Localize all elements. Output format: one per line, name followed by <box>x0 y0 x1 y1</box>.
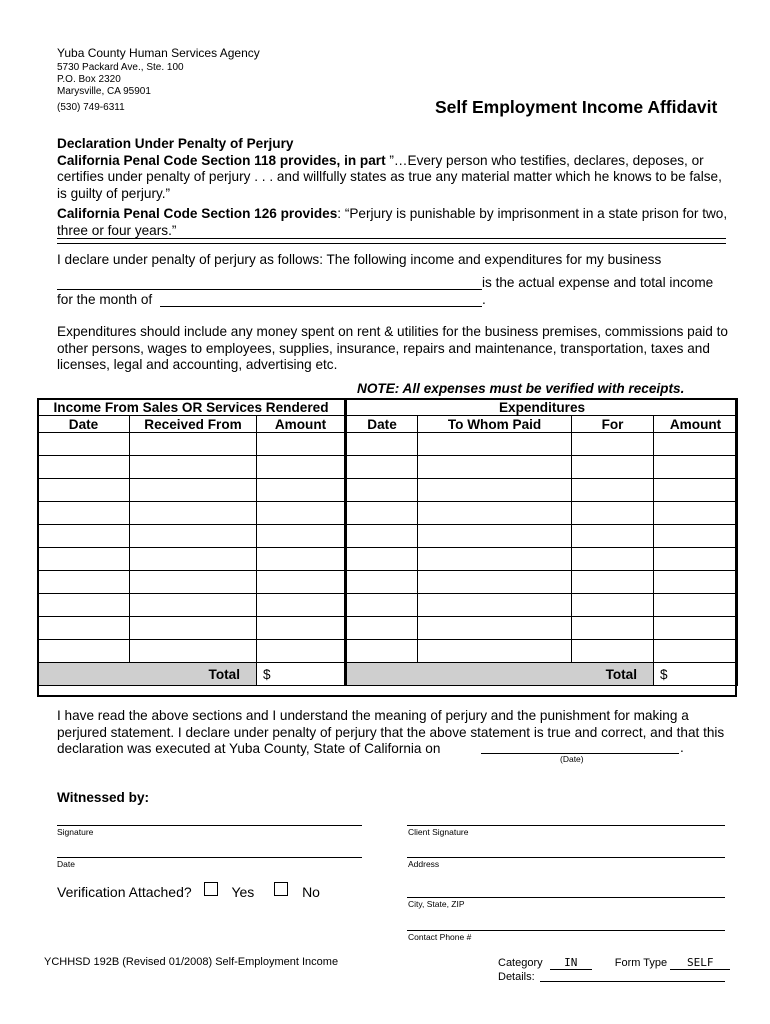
table-cell[interactable] <box>654 433 738 456</box>
expenditure-total-value[interactable]: $ <box>654 663 738 686</box>
penal-code-118-label: California Penal Code Section 118 provides, in part <box>57 152 386 168</box>
table-cell[interactable] <box>418 548 572 571</box>
address-label: Address <box>408 859 440 869</box>
table-cell[interactable] <box>38 433 130 456</box>
verification-row <box>57 882 320 900</box>
verification-no-checkbox[interactable] <box>274 882 288 896</box>
statement-line-3-end: . <box>482 292 486 307</box>
column-header: Date <box>346 416 418 433</box>
column-header: For <box>572 416 654 433</box>
table-cell[interactable] <box>130 456 257 479</box>
statement-line-3-prefix: for the month of <box>57 292 153 307</box>
table-cell[interactable] <box>572 594 654 617</box>
table-cell[interactable] <box>654 502 738 525</box>
table-cell[interactable] <box>572 502 654 525</box>
form-type-value[interactable]: SELF <box>670 956 730 970</box>
column-header: Amount <box>257 416 346 433</box>
income-total-label: Total <box>38 663 257 686</box>
details-field[interactable] <box>540 970 725 982</box>
table-cell[interactable] <box>346 548 418 571</box>
details-row <box>498 970 725 983</box>
table-cell[interactable] <box>418 525 572 548</box>
table-cell[interactable] <box>38 594 130 617</box>
table-cell[interactable] <box>346 617 418 640</box>
table-cell[interactable] <box>418 617 572 640</box>
table-cell[interactable] <box>130 594 257 617</box>
table-cell[interactable] <box>130 433 257 456</box>
table-cell[interactable] <box>38 456 130 479</box>
verification-yes-label: Yes <box>231 884 255 900</box>
details-label: Details: <box>498 971 535 983</box>
verification-yes-checkbox[interactable] <box>204 882 218 896</box>
table-row <box>38 456 738 479</box>
address-line[interactable] <box>407 857 725 858</box>
table-row <box>38 433 738 456</box>
table-cell[interactable] <box>257 548 346 571</box>
table-cell[interactable] <box>130 548 257 571</box>
table-cell[interactable] <box>38 479 130 502</box>
certification-end: . <box>680 740 684 755</box>
table-cell[interactable] <box>257 617 346 640</box>
table-cell[interactable] <box>38 525 130 548</box>
table-cell[interactable] <box>346 433 418 456</box>
table-cell[interactable] <box>257 571 346 594</box>
table-row <box>38 617 738 640</box>
table-cell[interactable] <box>654 594 738 617</box>
month-field-line[interactable] <box>160 306 482 307</box>
income-expenditure-table <box>37 398 738 686</box>
table-cell[interactable] <box>130 502 257 525</box>
certification-statement <box>57 708 729 758</box>
expenditures-header: Expenditures <box>346 399 738 416</box>
contact-phone-label: Contact Phone # <box>408 932 472 942</box>
table-cell[interactable] <box>654 571 738 594</box>
section-divider <box>57 238 726 244</box>
table-row <box>38 548 738 571</box>
witness-signature-line[interactable] <box>57 825 362 826</box>
table-cell[interactable] <box>654 456 738 479</box>
table-row <box>38 502 738 525</box>
table-cell[interactable] <box>257 433 346 456</box>
table-cell[interactable] <box>418 479 572 502</box>
table-cell[interactable] <box>572 433 654 456</box>
table-cell[interactable] <box>130 525 257 548</box>
form-type-label: Form Type <box>614 957 668 969</box>
column-header: Date <box>38 416 130 433</box>
table-row <box>38 594 738 617</box>
table-row <box>38 525 738 548</box>
receipts-note: NOTE: All expenses must be verified with receipts. <box>357 381 685 396</box>
table-cell[interactable] <box>572 548 654 571</box>
table-cell[interactable] <box>572 479 654 502</box>
table-cell[interactable] <box>418 456 572 479</box>
table-cell[interactable] <box>346 525 418 548</box>
statement-line-2: is the actual expense and total income <box>482 275 714 290</box>
table-cell[interactable] <box>257 525 346 548</box>
table-cell[interactable] <box>130 617 257 640</box>
client-signature-line[interactable] <box>407 825 725 826</box>
witness-date-line[interactable] <box>57 857 362 858</box>
table-cell[interactable] <box>418 433 572 456</box>
table-cell[interactable] <box>572 525 654 548</box>
table-cell[interactable] <box>654 548 738 571</box>
city-state-zip-line[interactable] <box>407 897 725 898</box>
table-cell[interactable] <box>346 640 418 663</box>
table-cell[interactable] <box>257 456 346 479</box>
table-cell[interactable] <box>38 571 130 594</box>
witness-signature-label: Signature <box>57 827 94 837</box>
penal-code-126-label: California Penal Code Section 126 provides <box>57 206 338 221</box>
table-cell[interactable] <box>418 594 572 617</box>
table-cell[interactable] <box>572 456 654 479</box>
city-state-zip-label: City, State, ZIP <box>408 899 465 909</box>
table-row <box>38 479 738 502</box>
total-row <box>38 663 738 686</box>
table-cell[interactable] <box>38 548 130 571</box>
table-cell[interactable] <box>257 502 346 525</box>
column-header: Amount <box>654 416 738 433</box>
column-header: Received From <box>130 416 257 433</box>
table-cell[interactable] <box>130 640 257 663</box>
table-cell[interactable] <box>418 502 572 525</box>
column-header: To Whom Paid <box>418 416 572 433</box>
agency-address-line-3: Marysville, CA 95901 <box>57 86 151 97</box>
table-cell[interactable] <box>257 640 346 663</box>
client-signature-label: Client Signature <box>408 827 469 837</box>
witnessed-heading: Witnessed by: <box>57 790 150 805</box>
agency-address-line-2: P.O. Box 2320 <box>57 74 121 85</box>
business-name-line[interactable] <box>57 289 482 290</box>
witness-date-label: Date <box>57 859 75 869</box>
table-cell[interactable] <box>346 479 418 502</box>
page-title: Self Employment Income Affidavit <box>435 97 718 117</box>
table-cell[interactable] <box>418 571 572 594</box>
verification-label: Verification Attached? <box>57 884 192 900</box>
form-id: YCHHSD 192B (Revised 01/2008) Self-Employment Income <box>44 956 339 968</box>
certification-text: I have read the above sections and I understand the meaning of perjury and the punishment for making a perjured statement. I declare under penalty of perjury that the above statement is true and correct, and that this declaration was executed at Yuba County, State of California on <box>57 708 725 756</box>
table-cell[interactable] <box>346 594 418 617</box>
statement-line-1: I declare under penalty of perjury as follows: The following income and expenditures for my business <box>57 252 662 267</box>
table-cell[interactable] <box>38 502 130 525</box>
table-cell[interactable] <box>654 479 738 502</box>
table-cell[interactable] <box>257 479 346 502</box>
table-cell[interactable] <box>654 525 738 548</box>
category-label: Category <box>498 957 543 969</box>
table-cell[interactable] <box>38 617 130 640</box>
table-cell[interactable] <box>257 594 346 617</box>
table-cell[interactable] <box>346 502 418 525</box>
expenditure-total-label: Total <box>346 663 654 686</box>
income-header: Income From Sales OR Services Rendered <box>38 399 346 416</box>
table-cell[interactable] <box>418 640 572 663</box>
verification-no-label: No <box>302 884 320 900</box>
penal-code-118 <box>57 153 729 203</box>
penal-code-126-text: : “Perjury is punishable by imprisonment in a state prison for two, three or four years.” <box>57 206 728 238</box>
agency-phone: (530) 749-6311 <box>57 102 125 113</box>
table-cell[interactable] <box>346 571 418 594</box>
category-row <box>498 956 730 970</box>
table-cell[interactable] <box>130 571 257 594</box>
table-cell[interactable] <box>346 456 418 479</box>
agency-address-line-1: 5730 Packard Ave., Ste. 100 <box>57 62 184 73</box>
table-row <box>38 640 738 663</box>
table-cell[interactable] <box>572 640 654 663</box>
table-cell[interactable] <box>572 617 654 640</box>
table-cell[interactable] <box>38 640 130 663</box>
penal-code-126 <box>57 206 729 239</box>
date-caption: (Date) <box>560 754 584 764</box>
declaration-section <box>57 136 729 239</box>
category-value[interactable]: IN <box>550 956 592 970</box>
penal-code-118-text: ”…Every person who testifies, declares, deposes, or certifies under penalty of perjury . . . and willfully states as true any material matter which he knows to be false, is guilty of perjury.” <box>57 152 722 201</box>
contact-phone-line[interactable] <box>407 930 725 931</box>
table-cell[interactable] <box>654 640 738 663</box>
table-cell[interactable] <box>130 479 257 502</box>
table-cell[interactable] <box>572 571 654 594</box>
expenditures-description: Expenditures should include any money spent on rent & utilities for the business premises, commissions paid to other persons, wages to employees, supplies, insurance, repairs and maintenance, transportation, taxes and licenses, legal and accounting, advertising etc. <box>57 324 728 372</box>
table-row <box>38 571 738 594</box>
table-cell[interactable] <box>654 617 738 640</box>
agency-name: Yuba County Human Services Agency <box>57 46 260 60</box>
declaration-heading: Declaration Under Penalty of Perjury <box>57 136 294 151</box>
income-total-value[interactable]: $ <box>257 663 346 686</box>
